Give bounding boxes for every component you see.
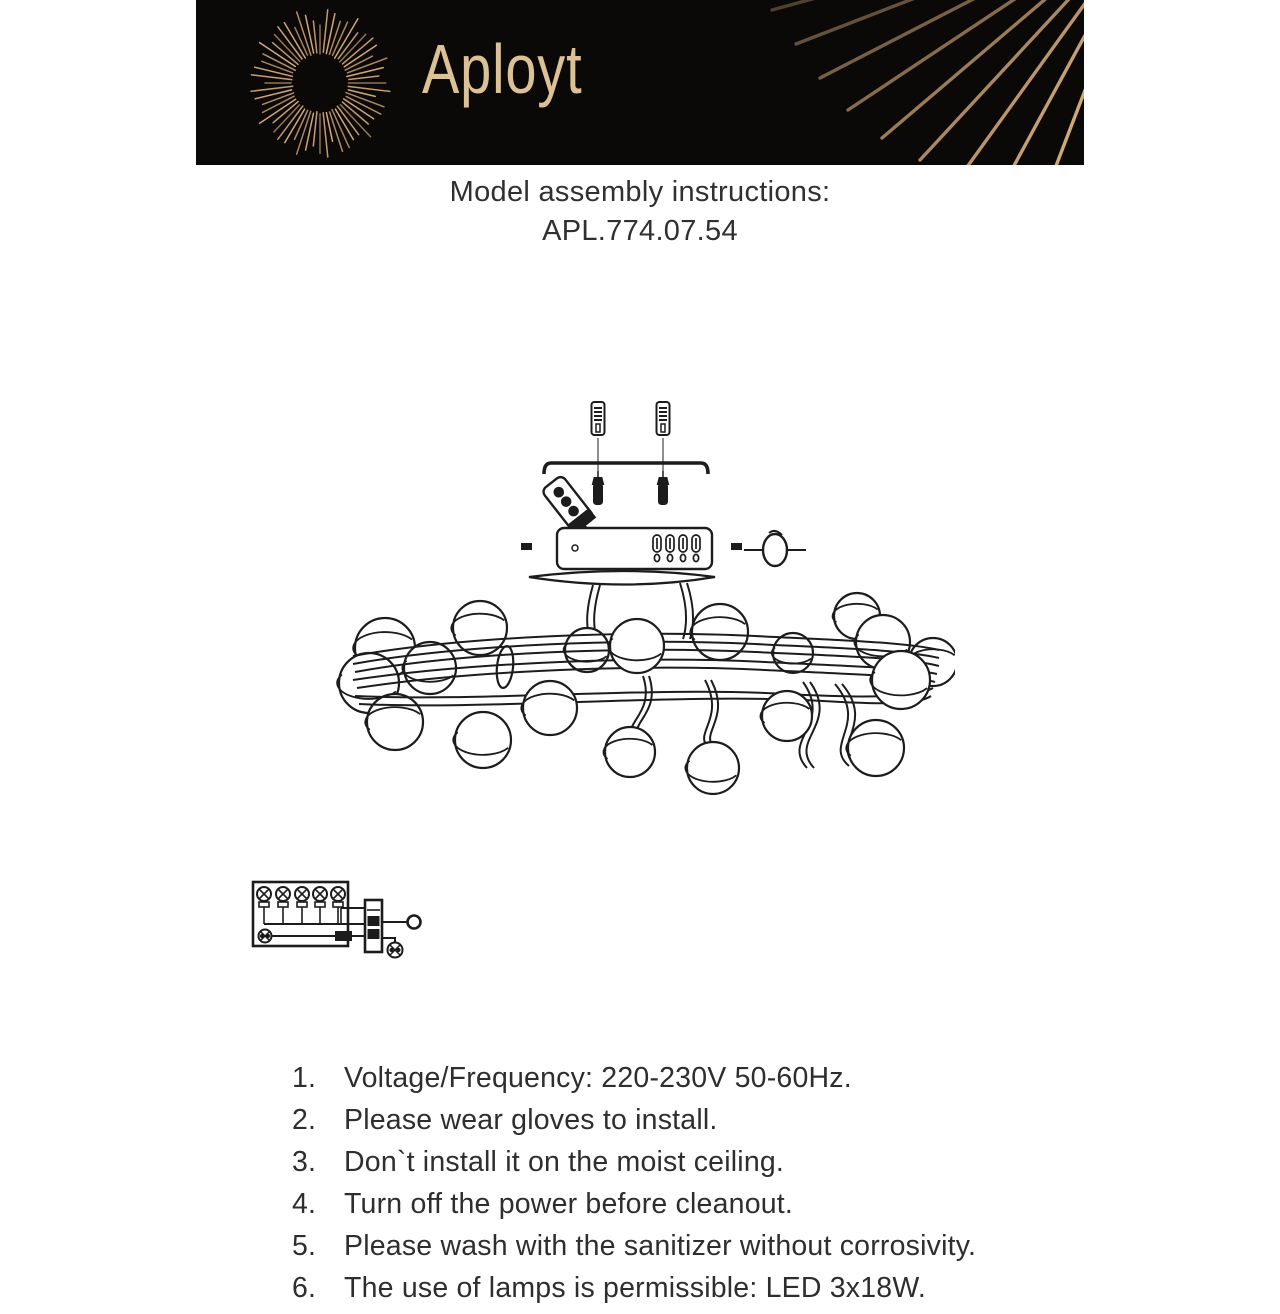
ground-symbol xyxy=(388,943,403,958)
item-number: 5. xyxy=(292,1229,317,1262)
screw-icon xyxy=(593,471,603,504)
sheet-title: Model assembly instructions: xyxy=(449,176,831,208)
side-screw-icon xyxy=(744,531,806,566)
model-number: APL.774.07.54 xyxy=(542,215,738,247)
lamp-sphere xyxy=(761,691,812,741)
terminal-connector-icon xyxy=(541,475,595,534)
list-item xyxy=(292,1230,1112,1272)
list-item xyxy=(292,1272,1112,1314)
item-number: 1. xyxy=(292,1061,317,1094)
list-item xyxy=(292,1146,1112,1188)
lamp-sphere xyxy=(365,694,423,750)
ceiling-canopy xyxy=(557,528,712,569)
list-item xyxy=(292,1062,1112,1104)
lamp-sphere xyxy=(521,681,577,735)
corner-rays-icon xyxy=(196,0,1084,165)
lamp-sphere xyxy=(685,742,739,794)
dash-mark xyxy=(521,543,532,550)
wire-terminal xyxy=(408,916,421,929)
item-number: 6. xyxy=(292,1271,317,1304)
wall-anchor-icon xyxy=(592,402,605,435)
lamp-symbol xyxy=(313,887,327,924)
lamp-sphere xyxy=(604,727,655,777)
lamp-symbol xyxy=(295,887,309,924)
canopy-dish xyxy=(529,571,715,585)
lamp-sphere xyxy=(608,619,664,673)
item-text: Please wash with the sanitizer without corrosivity. xyxy=(344,1229,977,1262)
item-text: Turn off the power before cleanout. xyxy=(344,1187,794,1220)
lamp-sphere xyxy=(870,651,930,709)
item-text: Voltage/Frequency: 220-230V 50-60Hz. xyxy=(344,1061,852,1094)
item-text: Don`t install it on the moist ceiling. xyxy=(344,1145,785,1178)
wall-anchor-icon xyxy=(657,402,670,435)
ground-symbol xyxy=(259,930,272,943)
item-number: 4. xyxy=(292,1187,317,1220)
list-item xyxy=(292,1104,1112,1146)
instruction-list xyxy=(252,1062,1112,1314)
title-block xyxy=(0,173,1280,251)
lamp-symbol xyxy=(257,887,271,924)
brand-banner xyxy=(196,0,1084,165)
assembly-diagram xyxy=(335,380,955,795)
item-number: 2. xyxy=(292,1103,317,1136)
lamp-symbols xyxy=(257,887,345,924)
item-number: 3. xyxy=(292,1145,317,1178)
screw-icon xyxy=(658,471,668,504)
item-text: The use of lamps is permissible: LED 3x18W. xyxy=(344,1271,926,1304)
connector-block xyxy=(335,931,352,941)
lamp-sphere xyxy=(846,720,904,776)
band-ring xyxy=(495,645,515,688)
dash-mark xyxy=(731,543,742,550)
lamp-sphere xyxy=(402,642,456,694)
brand-wordmark: Aployt xyxy=(422,30,583,108)
lamp-symbol xyxy=(276,887,290,924)
s-curve-arms xyxy=(631,676,856,768)
wiring-diagram xyxy=(245,860,445,992)
arm-tube xyxy=(680,583,686,639)
mounting-bracket xyxy=(544,463,708,474)
item-text: Please wear gloves to install. xyxy=(344,1103,718,1136)
lamp-symbol xyxy=(331,887,345,924)
list-item xyxy=(292,1188,1112,1230)
lamp-sphere xyxy=(453,712,511,768)
